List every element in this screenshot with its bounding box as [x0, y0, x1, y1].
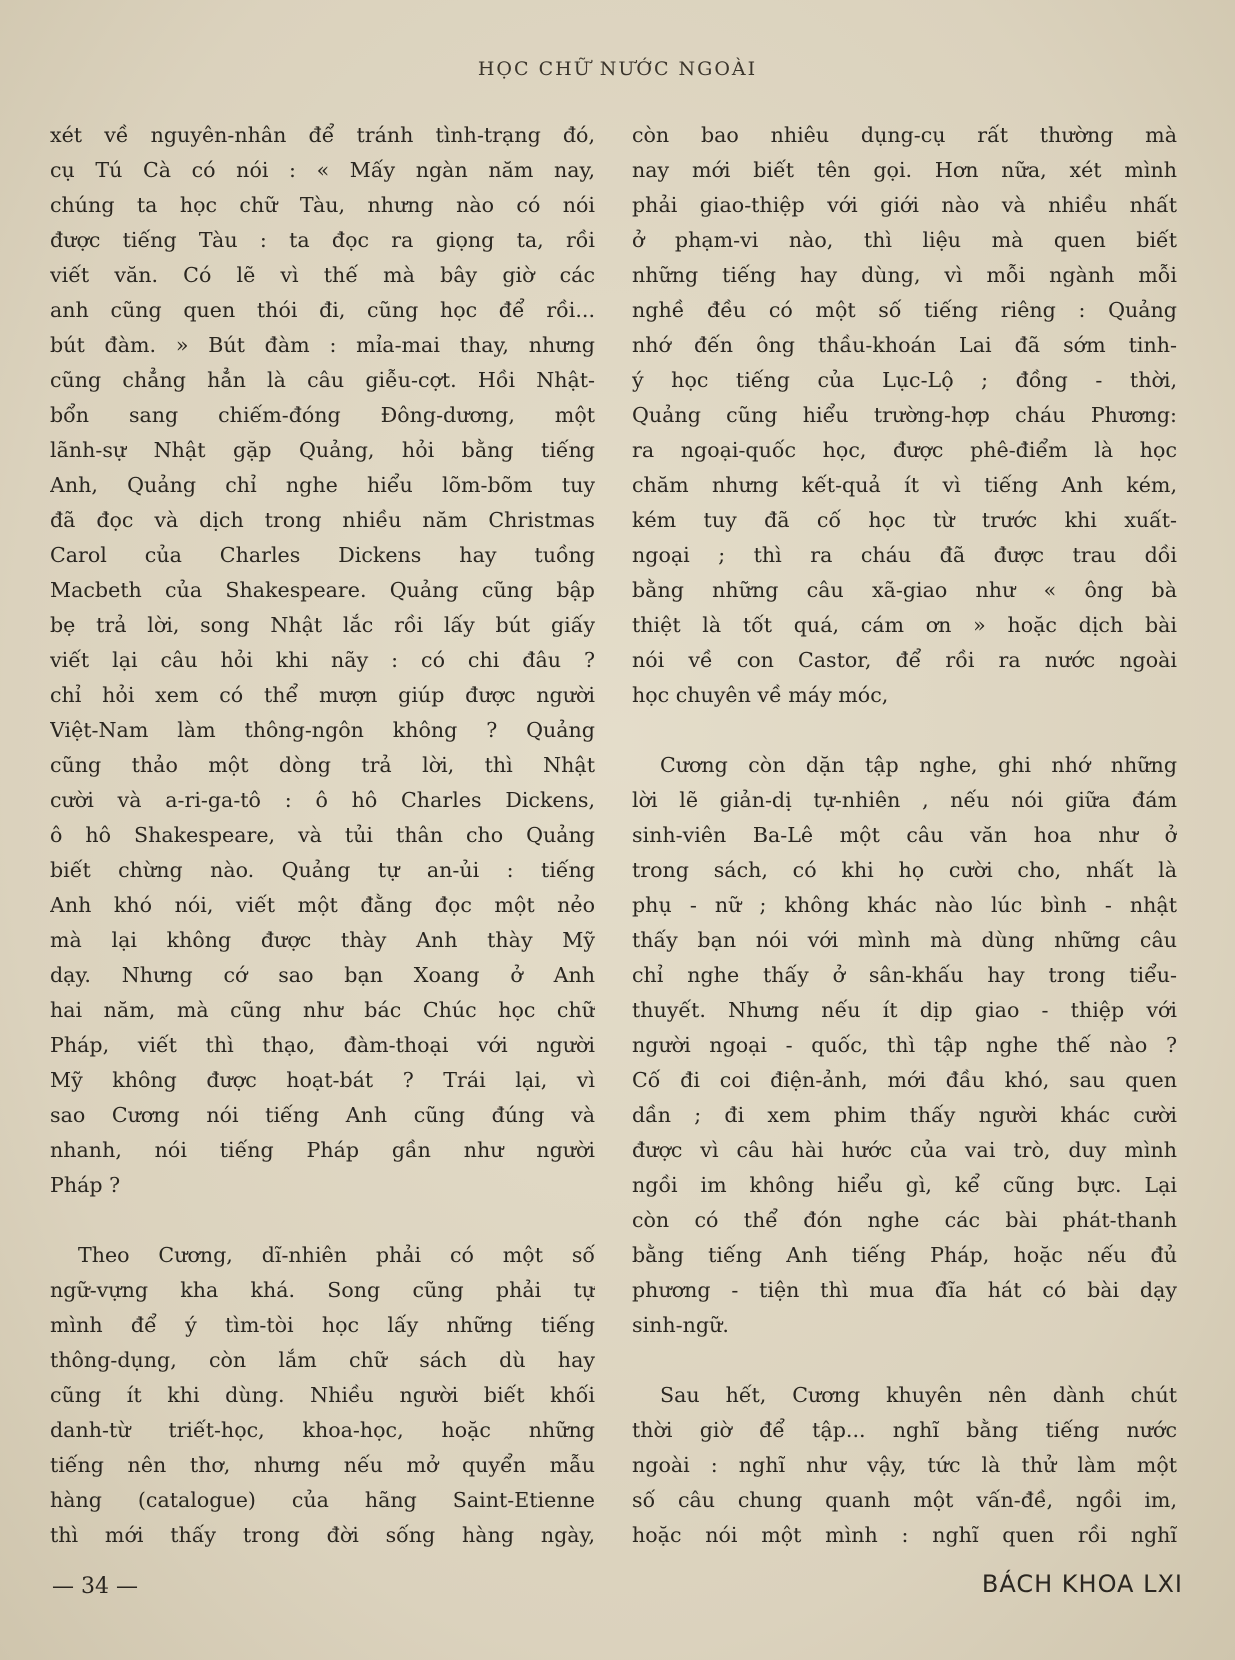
text-line: ngồi im không hiểu gì, kể cũng bực. Lại [632, 1173, 1177, 1197]
text-line: Mỹ không được hoạt-bát ? Trái lại, vì [50, 1068, 595, 1092]
left-column [50, 118, 595, 1553]
text-line: ngoài : nghĩ như vậy, tức là thử làm một [632, 1453, 1177, 1477]
text-line: Sau hết, Cương khuyên nên dành chút [660, 1383, 1177, 1407]
paragraph-gap [632, 713, 1177, 748]
text-line: thiệt là tốt quá, cám ơn » hoặc dịch bài [632, 613, 1177, 637]
publication-title: BÁCH KHOA LXI [981, 1570, 1183, 1598]
text-line: Macbeth của Shakespeare. Quảng cũng bập [50, 578, 595, 602]
text-line: biết chừng nào. Quảng tự an-ủi : tiếng [50, 858, 595, 882]
text-line: ở phạm-vi nào, thì liệu mà quen biết [632, 228, 1177, 252]
text-line: được vì câu hài hước của vai trò, duy mình [632, 1138, 1177, 1162]
text-line: kém tuy đã cố học từ trước khi xuất- [632, 508, 1177, 532]
text-line: được tiếng Tàu : ta đọc ra giọng ta, rồi [50, 228, 595, 252]
text-line: Anh, Quảng chỉ nghe hiểu lõm-bõm tuy [50, 473, 595, 497]
text-line: xét về nguyên-nhân để tránh tình-trạng đó, [50, 123, 595, 147]
text-line: cũng ít khi dùng. Nhiều người biết khối [50, 1383, 595, 1407]
text-line: Pháp ? [50, 1173, 121, 1197]
text-line: hoặc nói một mình : nghĩ quen rồi nghĩ [632, 1523, 1177, 1547]
text-line: Cương còn dặn tập nghe, ghi nhớ những [660, 753, 1177, 777]
text-line: ra ngoại-quốc học, được phê-điểm là học [632, 438, 1177, 462]
text-line: học chuyên về máy móc, [632, 683, 889, 707]
text-line: sinh-viên Ba-Lê một câu văn hoa như ở [632, 823, 1177, 847]
text-line: lời lẽ giản-dị tự-nhiên , nếu nói giữa đám [632, 788, 1177, 812]
text-line: nhớ đến ông thầu-khoán Lai đã sớm tinh- [632, 333, 1177, 357]
text-line: phải giao-thiệp với giới nào và nhiều nhất [632, 193, 1177, 217]
text-line: nghề đều có một số tiếng riêng : Quảng [632, 298, 1177, 322]
text-line: sinh-ngữ. [632, 1313, 729, 1337]
text-line: cũng chẳng hẳn là câu giễu-cợt. Hồi Nhật- [50, 368, 595, 392]
text-line: sao Cương nói tiếng Anh cũng đúng và [50, 1103, 595, 1127]
text-line: trong sách, có khi họ cười cho, nhất là [632, 858, 1177, 882]
text-line: thông-dụng, còn lắm chữ sách dù hay [50, 1348, 595, 1372]
text-line: số câu chung quanh một vấn-đề, ngồi im, [632, 1488, 1177, 1512]
text-line: chỉ nghe thấy ở sân-khấu hay trong tiểu- [632, 963, 1177, 987]
text-line: mà lại không được thày Anh thày Mỹ [50, 928, 595, 952]
text-line: dần ; đi xem phim thấy người khác cười [632, 1103, 1177, 1127]
text-line: thì mới thấy trong đời sống hàng ngày, [50, 1523, 595, 1547]
text-line: danh-từ triết-học, khoa-học, hoặc những [50, 1418, 595, 1442]
text-line: còn có thể đón nghe các bài phát-thanh [632, 1208, 1177, 1232]
text-line: ngữ-vựng kha khá. Song cũng phải tự [50, 1278, 595, 1302]
text-line: còn bao nhiêu dụng-cụ rất thường mà [632, 123, 1177, 147]
text-line: hàng (catalogue) của hãng Saint-Etienne [50, 1488, 595, 1512]
page-number: — 34 — [52, 1574, 138, 1599]
text-line: cụ Tú Cà có nói : « Mấy ngàn năm nay, [50, 158, 595, 182]
text-line: thuyết. Nhưng nếu ít dịp giao - thiệp với [632, 998, 1177, 1022]
text-line: lãnh-sự Nhật gặp Quảng, hỏi bằng tiếng [50, 438, 595, 462]
text-line: chăm nhưng kết-quả ít vì tiếng Anh kém, [632, 473, 1177, 497]
text-line: Carol của Charles Dickens hay tuồng [50, 543, 595, 567]
text-line: phương - tiện thì mua đĩa hát có bài dạy [632, 1278, 1177, 1302]
paragraph-gap [50, 1203, 595, 1238]
text-line: Cố đi coi điện-ảnh, mới đầu khó, sau quen [632, 1068, 1177, 1092]
text-line: bẹ trả lời, song Nhật lắc rồi lấy bút giấy [50, 613, 595, 637]
text-line: cười và a-ri-ga-tô : ô hô Charles Dickens, [50, 788, 595, 812]
text-line: Anh khó nói, viết một đằng đọc một nẻo [50, 893, 595, 917]
text-line: viết văn. Có lẽ vì thế mà bây giờ các [50, 263, 595, 287]
text-line: Theo Cương, dĩ-nhiên phải có một số [78, 1243, 595, 1267]
text-line: anh cũng quen thói đi, cũng học để rồi... [50, 298, 595, 322]
text-line: bằng tiếng Anh tiếng Pháp, hoặc nếu đủ [632, 1243, 1177, 1267]
text-line: ô hô Shakespeare, và tủi thân cho Quảng [50, 823, 595, 847]
text-line: thấy bạn nói với mình mà dùng những câu [632, 928, 1177, 952]
text-line: ý học tiếng của Lục-Lộ ; đồng - thời, [632, 368, 1177, 392]
text-line: nay mới biết tên gọi. Hơn nữa, xét mình [632, 158, 1177, 182]
text-line: Pháp, viết thì thạo, đàm-thoại với người [50, 1033, 595, 1057]
text-line: những tiếng hay dùng, vì mỗi ngành mỗi [632, 263, 1177, 287]
text-line: bút đàm. » Bút đàm : mỉa-mai thay, nhưng [50, 333, 595, 357]
text-line: mình để ý tìm-tòi học lấy những tiếng [50, 1313, 595, 1337]
text-line: nhanh, nói tiếng Pháp gần như người [50, 1138, 595, 1162]
right-column [632, 118, 1177, 1553]
text-line: chúng ta học chữ Tàu, nhưng nào có nói [50, 193, 595, 217]
running-header: HỌC CHỮ NƯỚC NGOÀI [477, 58, 758, 80]
text-line: bổn sang chiếm-đóng Đông-dương, một [50, 403, 595, 427]
text-line: người ngoại - quốc, thì tập nghe thế nào ? [632, 1033, 1177, 1057]
text-line: tiếng nên thơ, nhưng nếu mở quyển mẫu [50, 1453, 595, 1477]
text-line: nói về con Castor, để rồi ra nước ngoài [632, 648, 1177, 672]
text-line: phụ - nữ ; không khác nào lúc bình - nhật [632, 893, 1177, 917]
text-line: cũng thảo một dòng trả lời, thì Nhật [50, 753, 595, 777]
text-line: Quảng cũng hiểu trường-hợp cháu Phương: [632, 403, 1177, 427]
text-line: hai năm, mà cũng như bác Chúc học chữ [50, 998, 595, 1022]
paragraph-gap [632, 1343, 1177, 1378]
text-line: chỉ hỏi xem có thể mượn giúp được người [50, 683, 595, 707]
text-line: bằng những câu xã-giao như « ông bà [632, 578, 1177, 602]
text-line: ngoại ; thì ra cháu đã được trau dồi [632, 543, 1177, 567]
text-line: thời giờ để tập... nghĩ bằng tiếng nước [632, 1418, 1177, 1442]
text-line: viết lại câu hỏi khi nãy : có chi đâu ? [50, 648, 595, 672]
text-line: dạy. Nhưng cớ sao bạn Xoang ở Anh [50, 963, 595, 987]
text-line: đã đọc và dịch trong nhiều năm Christmas [50, 508, 595, 532]
text-line: Việt-Nam làm thông-ngôn không ? Quảng [50, 718, 595, 742]
